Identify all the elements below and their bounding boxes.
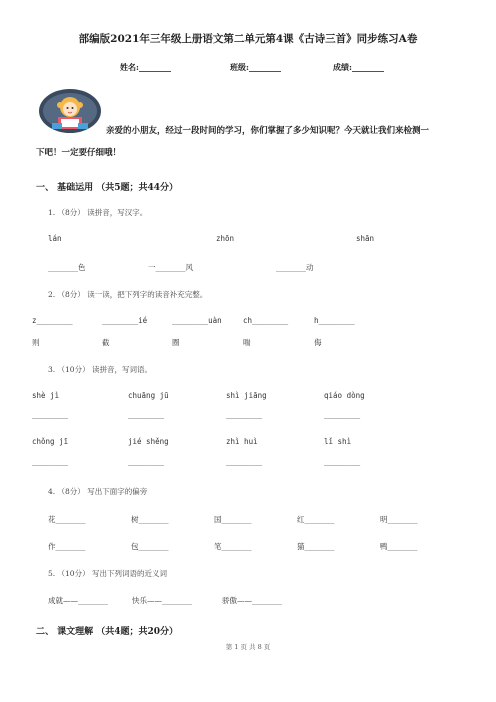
q2-fill-2[interactable]: ________ié	[102, 316, 148, 325]
q5-item-3[interactable]: 骄傲——________	[222, 596, 282, 605]
q3-blank-2[interactable]: ________	[128, 410, 165, 419]
q3-pinyin-2: chuāng jū	[128, 391, 169, 400]
q3-pinyin-4: qiáo dòng	[324, 391, 365, 400]
q2-fill-3[interactable]: ________uàn	[172, 316, 222, 325]
q5-item-1[interactable]: 成就——________	[48, 596, 108, 605]
q3-blank-7[interactable]: ________	[226, 457, 263, 466]
q4-prompt: 4. （8分） 写出下面字的偏旁	[48, 487, 148, 496]
q3-blank-1[interactable]: ________	[32, 410, 69, 419]
q4-item-9[interactable]: 猫________	[297, 542, 335, 551]
q1-pinyin-1: lán	[48, 234, 62, 243]
q4-item-2[interactable]: 树________	[131, 515, 169, 524]
section-2-heading: 二、 课文理解 （共4题；共20分）	[36, 627, 179, 637]
page-footer: 第 1 页 共 8 页	[225, 643, 271, 651]
q1-blank-1[interactable]: ________色	[48, 263, 86, 272]
q3-pinyin-3: shì jiāng	[226, 391, 267, 400]
q4-item-10[interactable]: 鸭________	[380, 542, 418, 551]
q2-char-5: 侮	[314, 338, 322, 347]
q3-blank-8[interactable]: ________	[324, 457, 361, 466]
score-field: 成绩:________	[333, 62, 384, 72]
q2-fill-4[interactable]: ch________	[243, 316, 289, 325]
q2-prompt: 2. （8分） 读一读，把下列字的读音补充完整。	[48, 290, 208, 299]
q3-pinyin-5: chǒng jī	[32, 437, 69, 446]
q4-item-3[interactable]: 国________	[214, 515, 252, 524]
q3-blank-4[interactable]: ________	[324, 410, 361, 419]
q2-char-3: 圈	[172, 338, 180, 347]
q1-pinyin-2: zhōn	[216, 234, 235, 243]
q1-blank-3[interactable]: ________动	[276, 263, 314, 272]
q4-item-6[interactable]: 作________	[48, 542, 86, 551]
q4-item-8[interactable]: 笔________	[214, 542, 252, 551]
q3-prompt: 3. （10分） 读拼音，写词语。	[48, 365, 152, 374]
section-1-heading: 一、 基础运用 （共5题；共44分）	[36, 183, 179, 193]
q1-prompt: 1. （8分） 读拼音，写汉字。	[48, 208, 148, 217]
q3-pinyin-7: zhì huì	[226, 437, 258, 446]
q3-blank-6[interactable]: ________	[128, 457, 165, 466]
q3-pinyin-6: jié shěng	[128, 437, 169, 446]
q2-char-1: 则	[32, 338, 40, 347]
q3-pinyin-8: lǐ shì	[324, 437, 352, 446]
q2-fill-1[interactable]: z________	[32, 316, 73, 325]
q3-blank-3[interactable]: ________	[226, 410, 263, 419]
q5-item-2[interactable]: 快乐——________	[132, 596, 192, 605]
intro-line-1: 亲爱的小朋友，经过一段时间的学习，你们掌握了多少知识呢？今天就让我们来检测一	[106, 126, 430, 136]
q1-pinyin-3: shān	[356, 234, 375, 243]
q3-pinyin-1: shè jì	[32, 391, 60, 400]
q5-prompt: 5. （10分） 写出下列词语的近义词	[48, 569, 167, 578]
q2-fill-5[interactable]: h________	[314, 316, 355, 325]
student-illustration	[38, 87, 102, 137]
q2-char-4: 喘	[243, 338, 251, 347]
q4-item-1[interactable]: 花________	[48, 515, 86, 524]
q4-item-4[interactable]: 红________	[297, 515, 335, 524]
class-field: 班级:________	[230, 62, 281, 72]
q4-item-7[interactable]: 包________	[131, 542, 169, 551]
q4-item-5[interactable]: 明________	[380, 515, 418, 524]
name-field: 姓名:________	[120, 62, 171, 72]
q1-blank-2[interactable]: 一________风	[148, 263, 193, 272]
page-title: 部编版2021年三年级上册语文第二单元第4课《古诗三首》同步练习A卷	[78, 33, 418, 45]
q3-blank-5[interactable]: ________	[32, 457, 69, 466]
intro-line-2: 下吧！一定要仔细哦！	[36, 148, 122, 158]
q2-char-2: 截	[102, 338, 110, 347]
